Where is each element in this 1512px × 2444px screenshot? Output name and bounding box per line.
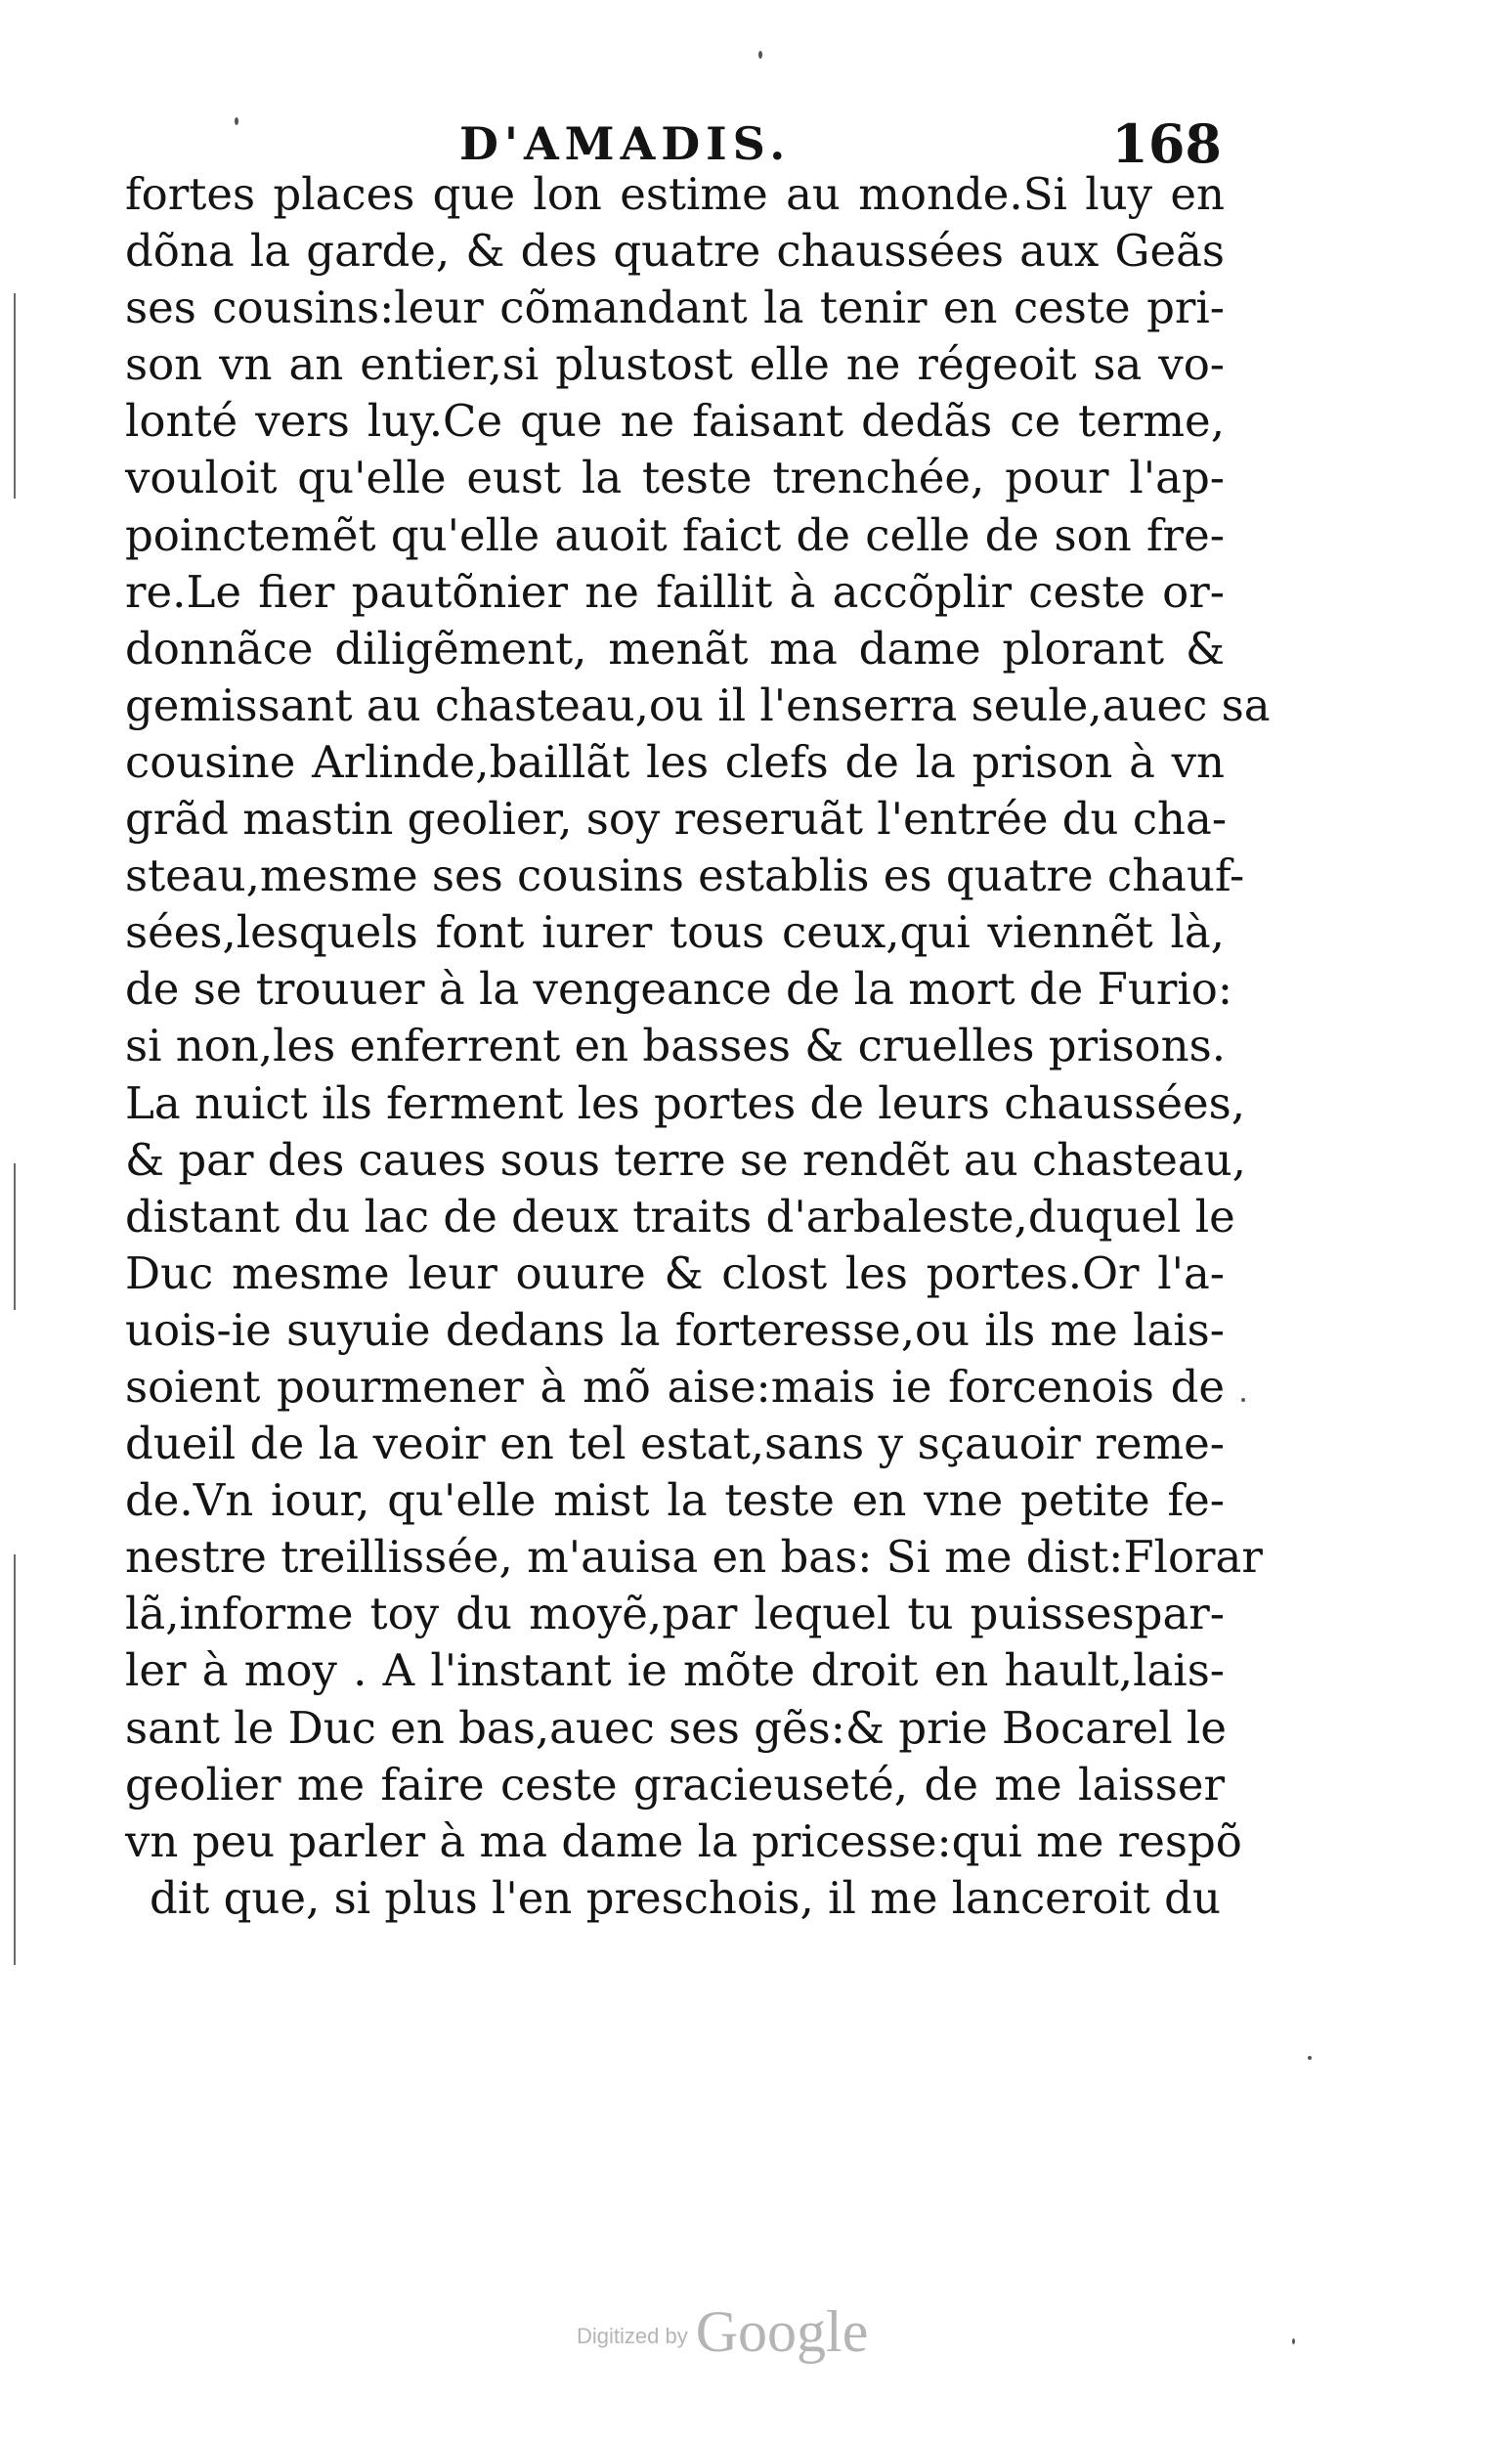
text-line: son vn an entier,si plustost elle ne régeoit sa vo-: [125, 338, 1225, 391]
text-line: donnãce diligẽment, menãt ma dame plorant &: [125, 622, 1225, 675]
scan-speck: [1308, 2056, 1312, 2060]
text-line: Duc mesme leur ouure & clost les portes.Or l'a-: [125, 1246, 1225, 1299]
digitized-brand: Google: [695, 2299, 869, 2364]
text-line: ler à moy . A l'instant ie mõte droit en hault,lais-: [125, 1644, 1225, 1697]
text-line: geolier me faire ceste gracieuseté, de me laisser: [125, 1758, 1225, 1811]
text-line: re.Le fier pautõnier ne faillit à accõplir ceste or-: [125, 565, 1225, 618]
digitized-watermark: [577, 2292, 869, 2364]
scan-speck: [235, 117, 238, 125]
text-line: gemissant au chasteau,ou il l'enserra seule,auec sa: [125, 678, 1271, 731]
text-line: dit que, si plus l'en preschois, il me lanceroit du: [150, 1871, 1221, 1924]
text-line: dueil de la veoir en tel estat,sans y sçauoir reme-: [125, 1418, 1225, 1470]
text-line: nestre treillissée, m'auisa en bas: Si me dist:Florar: [125, 1531, 1263, 1584]
digitized-prefix: Digitized by: [577, 2324, 688, 2348]
text-line: vouloit qu'elle eust la teste trenchée, pour l'ap-: [125, 452, 1225, 504]
text-line: lonté vers luy.Ce que ne faisant dedãs ce terme,: [125, 395, 1225, 448]
text-line: & par des caues sous terre se rendẽt au chasteau,: [125, 1133, 1246, 1186]
text-line: poinctemẽt qu'elle auoit faict de celle de son fre-: [125, 508, 1225, 561]
text-line: cousine Arlinde,baillãt les clefs de la prison à vn: [125, 735, 1225, 788]
text-line: si non,les enferrent en basses & cruelles prisons.: [125, 1020, 1227, 1072]
text-line: dõna la garde, & des quatre chaussées aux Geãs: [125, 225, 1225, 278]
text-line: vn peu parler à ma dame la pricesse:qui me respõ: [125, 1814, 1242, 1867]
text-line: de se trouuer à la vengeance de la mort de Furio:: [125, 963, 1232, 1016]
text-line: fortes places que lon estime au monde.Si luy en: [125, 168, 1225, 220]
scan-speck: [1241, 1398, 1245, 1402]
scan-speck: [1292, 2338, 1295, 2344]
text-line: distant du lac de deux traits d'arbaleste,duquel le: [125, 1190, 1235, 1243]
text-line: de.Vn iour, qu'elle mist la teste en vne petite fe-: [125, 1474, 1225, 1527]
running-title: D'AMADIS.: [459, 117, 792, 170]
text-line: grãd mastin geolier, soy reseruãt l'entrée du cha-: [125, 793, 1228, 846]
scan-margin-line: [14, 1554, 16, 1965]
text-line: lã,informe toy du moyẽ,par lequel tu puissespar-: [125, 1588, 1225, 1640]
text-line: La nuict ils ferment les portes de leurs chaussées,: [125, 1076, 1246, 1129]
text-line: ses cousins:leur cõmandant la tenir en ceste pri-: [125, 282, 1225, 334]
text-line: steau,mesme ses cousins establis es quatre chauf-: [125, 850, 1245, 902]
page-number: 168: [1111, 112, 1222, 175]
text-line: sées,lesquels font iurer tous ceux,qui viennẽt là,: [125, 906, 1225, 959]
scan-speck: [758, 51, 762, 59]
text-line: soient pourmener à mõ aise:mais ie forcenois de: [125, 1360, 1225, 1413]
body-text: [125, 166, 1271, 1927]
text-line: sant le Duc en bas,auec ses gẽs:& prie Bocarel le: [125, 1701, 1227, 1754]
scan-margin-line: [14, 1163, 16, 1310]
scan-margin-line: [14, 293, 16, 499]
text-line: uois-ie suyuie dedans la forteresse,ou ils me lais-: [125, 1303, 1225, 1356]
